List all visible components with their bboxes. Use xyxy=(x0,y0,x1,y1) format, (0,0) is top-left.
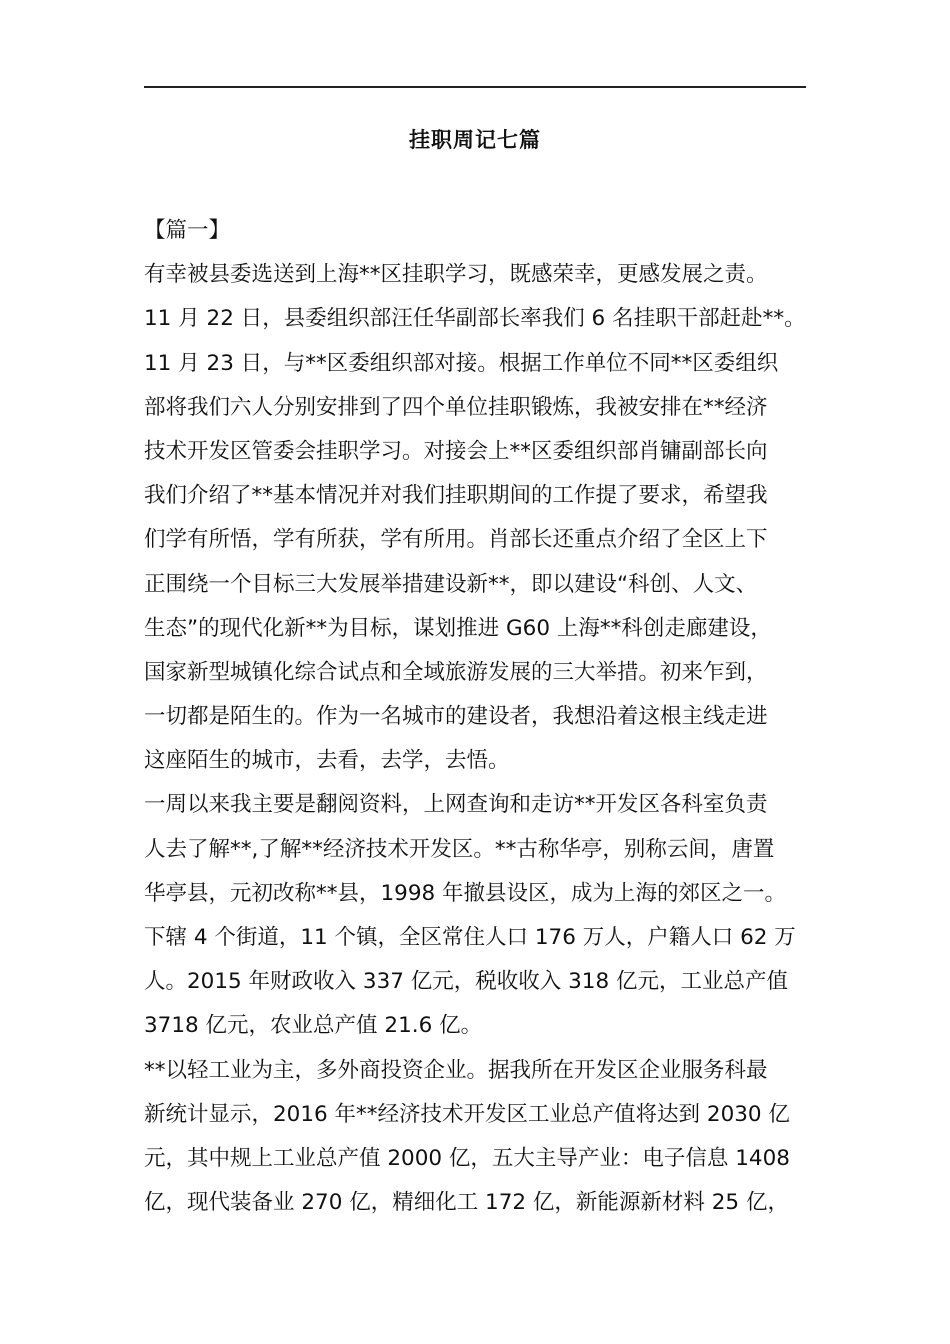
text-line: 这座陌生的城市，去看，去学，去悟。 xyxy=(144,748,510,774)
text-line: 人。2015 年财政收入 337 亿元，税收收入 318 亿元，工业总产值 xyxy=(144,969,788,995)
text-line: 我们介绍了**基本情况并对我们挂职期间的工作提了要求，希望我 xyxy=(144,483,768,509)
text-line: 下辖 4 个街道，11 个镇，全区常住人口 176 万人，户籍人口 62 万 xyxy=(144,925,796,950)
text-line: 技术开发区管委会挂职学习。对接会上**区委组织部肖镛副部长向 xyxy=(144,438,768,464)
text-line: 正围绕一个目标三大发展举措建设新**，即以建设“科创、人文、 xyxy=(144,571,758,597)
text-line: **以轻工业为主，多外商投资企业。据我所在开发区企业服务科最 xyxy=(144,1057,768,1083)
text-line: 11 月 22 日，县委组织部汪任华副部长率我们 6 名挂职干部赶赴**。 xyxy=(144,306,806,332)
document-body xyxy=(144,209,808,1225)
text-line: 一周以来我主要是翻阅资料，上网查询和走访**开发区各科室负责 xyxy=(144,792,768,818)
text-line: 华亭县，元初改称**县，1998 年撤县设区，成为上海的郊区之一。 xyxy=(144,880,787,906)
text-line: 3718 亿元，农业总产值 21.6 亿。 xyxy=(144,1013,483,1039)
text-line: 部将我们六人分别安排到了四个单位挂职锻炼，我被安排在**经济 xyxy=(144,394,768,420)
text-line: 国家新型城镇化综合试点和全域旅游发展的三大举措。初来乍到， xyxy=(144,659,768,685)
text-line: 一切都是陌生的。作为一名城市的建设者，我想沿着这根主线走进 xyxy=(144,704,768,730)
text-line: 生态”的现代化新**为目标，谋划推进 G60 上海**科创走廊建设， xyxy=(144,615,772,641)
text-line: 11 月 23 日，与**区委组织部对接。根据工作单位不同**区委组织 xyxy=(144,350,779,376)
text-line: 亿，现代装备业 270 亿，精细化工 172 亿，新能源新材料 25 亿， xyxy=(144,1190,789,1216)
text-line: 新统计显示，2016 年**经济技术开发区工业总产值将达到 2030 亿 xyxy=(144,1101,790,1127)
text-line: 有幸被县委选送到上海**区挂职学习，既感荣幸，更感发展之责。 xyxy=(144,262,768,288)
text-line: 们学有所悟，学有所获，学有所用。肖部长还重点介绍了全区上下 xyxy=(144,527,768,553)
section-heading: 【篇一】 xyxy=(144,218,231,243)
document-title: 挂职周记七篇 xyxy=(409,128,541,152)
text-line: 人去了解**,了解**经济技术开发区。**古称华亭，别称云间，唐置 xyxy=(144,836,775,862)
text-line: 元，其中规上工业总产值 2000 亿，五大主导产业：电子信息 1408 xyxy=(144,1145,790,1171)
header-rule xyxy=(144,86,806,88)
